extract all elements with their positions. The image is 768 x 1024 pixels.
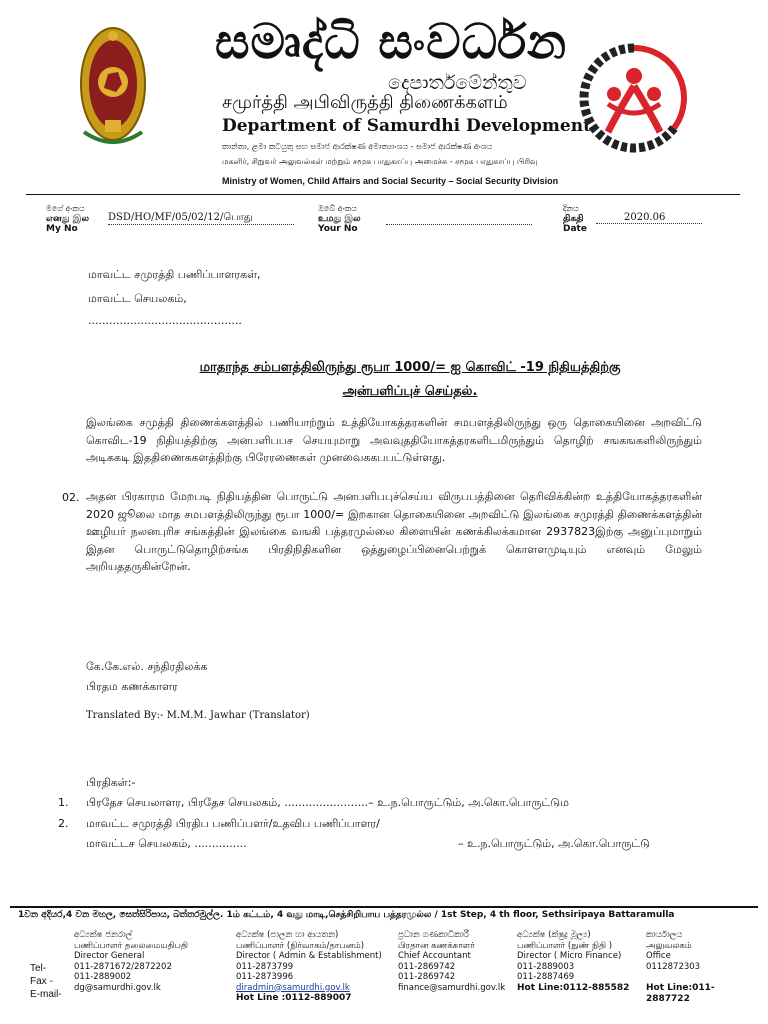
ministry-sinhala: කාන්තා, ළමා කටයුතු සහ සමාජ ආරක්ෂණ අමාත්‍යාංශය - සමාජ ආරක්ෂණ අංශය (222, 142, 493, 151)
footer-director-admin: අධ්‍යක්ෂ (පාලන හා ආයතන) பணிப்பாளர் (நிர்வாகம்/தாபனம்) Director ( Admin & Establishment) 011-2873799 011-2873996 diradmin@samurdhi.gov.lk Hot Line :0112-889007 (236, 930, 382, 1003)
ministry-english: Ministry of Women, Child Affairs and Social Security – Social Security Division (222, 176, 559, 186)
copy-item-2-continued: மாவட்டச செயலகம், ............... (86, 837, 247, 850)
department-subtitle-sinhala: දෙපාර්තමේන්තුව (388, 72, 527, 94)
contact-labels: Tel- Fax - E-mail- (30, 963, 62, 1000)
copy-item-1: பிரதேச செயலாளர, பிரதேச செயலகம், ........................– உ.ந.பொருட்டும், அ.கொ.பொருட்டும (86, 796, 569, 809)
signatory-name: கே.கே.எல். சந்திரதிலக்க (86, 660, 208, 673)
date-value: 2020.06 (596, 212, 702, 224)
translator-note: Translated By:- M.M.M. Jawhar (Translator) (86, 710, 310, 721)
copy-item-1-number: 1. (58, 796, 69, 809)
footer-address: 1වන අදියර,4 වන මහල, සෙත්සිරිපාය, බත්තරමුල්ල. 1ம் கட்டம், 4 வது மாடி,செத்சிறிபாய பத்தரமுல்ல / 1st Step, 4 th floor, Sethsiripaya Battaramulla (18, 910, 675, 920)
footer-office: කාර්යාලය அலுவலகம் Office 0112872303 Hot Line:011- 2887722 (646, 930, 715, 1004)
footer-director-general: අධ්‍යක්ෂ ජනරාල් பணிப்பாளர் தலைமையதிபதி Director General 011-2871672/2872202 011-2889002 dg@samurdhi.gov.lk (74, 930, 188, 993)
paragraph-2-number: 02. (62, 491, 80, 504)
department-title-tamil: சமுர்த்தி அபிவிருத்தி திணைக்களம் (222, 92, 508, 113)
footer-director-micro-finance: අධ්‍යක්ෂ (ක්ෂුද්‍ර මූල්‍ය) பணிப்பாளர் (நுண் நிதி ) Director ( Micro Finance) 011-2889003 011-2887469 Hot Line:0112-885582 (517, 930, 630, 993)
paragraph-1: இலங்கை சமுத்தி திணைக்களத்தில் பணியாற்றும் உத்தியோகத்தரகளின் சமபளத்திலிருந்து ஒரு தொகையினை அறவிட்டு கொவிட-19 நிதியத்திற்கு அனபளிபபச செயயுமாறு அவவுததியோகத்தரகளிடமிருந்தும் தொழிற் சஙகஙகளிலிருந்தும் அடிககடி இததிணைககளத்திற்கு பிரேரணைகள் முனவைககபபட்டுள்ளது. (86, 416, 702, 464)
addressee-line1: மாவட்ட சமுரத்தி பணிப்பாளரகள், (88, 268, 261, 281)
my-no-value: DSD/HO/MF/05/02/12/பொது (108, 212, 294, 225)
your-no-label: ඔබේ අංකය உமது இல Your No (318, 204, 361, 234)
ministry-tamil: மகளிர், சிறுவர் அலுவல்கள் மற்றும் சமூக பாதுகாப்பு அமைச்சு - சமூக பாதுகாப்பு பிரிவு (222, 157, 538, 166)
my-no-label: මගේ අංකය எனது இல My No (46, 204, 89, 234)
sri-lanka-emblem (78, 22, 148, 152)
signatory-title: பிரதம கணக்காளர (86, 680, 178, 693)
copy-item-2: மாவட்ட சமுரத்தி பிரதிப பணிப்பளர்/உதவிப பணிப்பாளர/ (86, 817, 380, 830)
your-no-value (386, 212, 532, 225)
samurdhi-logo (578, 42, 690, 160)
date-label: දිනය திகதி Date (563, 204, 587, 234)
header-divider (26, 194, 740, 195)
paragraph-2: அதன பிரகாரம மேறபடி நிதியத்தின பொருட்டு அனபளிபபுச்செய்ய விருபபத்தினை தெரிவிக்கின்ற உத்தியோகத்தரகளின் 2020 ஜூலை மாத சமபளத்திலிருந்து ரூபா 1000/= இறகான தொகையினை அறவிட்டு இலங்கை சமுரத்தி திணைக்களத்தின் ஊழியர் நலனபுரிச சங்கத்தின் இலங்கை வஙகி பத்தரமுல்லை கிளையின் கணக்கிலக்கமான 2937823இற்கு அனுப்புமாறும் இதன பொருட்டுதொழிற்சங்க பிரதிநிதிகளின ஒத்துழைப்பினைபெற்றுக் கொளளமுடியும் எனவும் மேலும் அறியததருகின்றேன். (86, 490, 702, 573)
footer-chief-accountant: ප්‍රධාන ගණකාධිකාරී பிரதான கணக்காளர் Chief Accountant 011-2869742 011-2869742 finance@samurdhi.gov.lk (398, 930, 506, 993)
addressee-line3: ............................................ (88, 314, 242, 327)
subject-heading: மாதாந்த சம்பளத்திலிருந்து ரூபா 1000/= ஐ கொவிட் -19 நிதியத்திற்கு அன்பளிப்புச் செய்தல். (199, 360, 621, 399)
footer-divider (10, 906, 758, 908)
department-title-sinhala: සමෘද්ධි සංවර්ධන (215, 14, 568, 70)
copy-item-2-tail: – உ.ந.பொருட்டும், அ.கொ.பொருட்டு (458, 837, 650, 850)
department-title-english: Department of Samurdhi Development (222, 116, 591, 136)
copies-heading: பிரதிகள்:- (86, 776, 136, 789)
copy-item-2-number: 2. (58, 817, 69, 830)
addressee-line2: மாவட்ட செயலகம், (88, 292, 187, 305)
